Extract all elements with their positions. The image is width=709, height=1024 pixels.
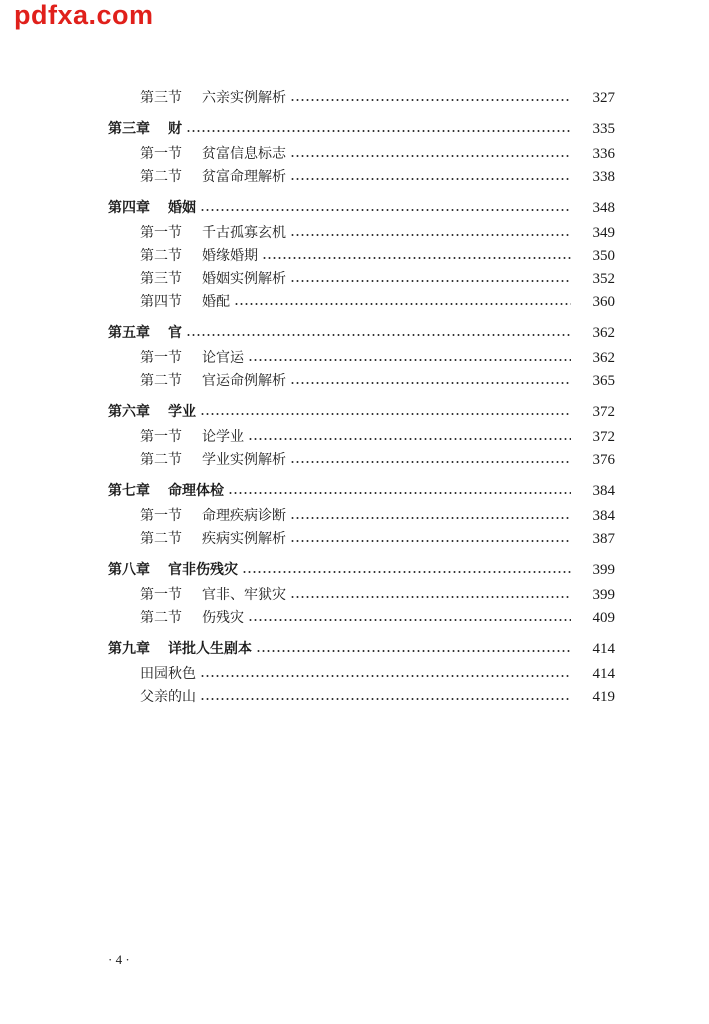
toc-chapter-entry[interactable] — [0, 322, 709, 344]
toc-entry-number: 第一节 — [140, 146, 182, 162]
dot-leader — [290, 155, 571, 157]
toc-entry-number: 第九章 — [108, 641, 150, 657]
toc-page-number: 352 — [592, 271, 615, 287]
toc-page-number: 419 — [592, 689, 615, 705]
toc-entry-title: 官运命例解析 — [202, 373, 286, 389]
toc-entry-label — [140, 607, 244, 629]
toc-entry-title: 详批人生剧本 — [168, 641, 252, 657]
toc-page-number: 384 — [592, 508, 615, 524]
dot-leader — [186, 334, 571, 336]
toc-entry-number: 第一节 — [140, 587, 182, 603]
toc-chapter-entry[interactable] — [0, 480, 709, 502]
toc-page-number: 387 — [592, 531, 615, 547]
toc-section-entry[interactable] — [0, 347, 709, 369]
toc-chapter-entry[interactable] — [0, 559, 709, 581]
toc-entry-number: 第八章 — [108, 562, 150, 578]
toc-page-number: 349 — [592, 225, 615, 241]
toc-entry-label — [140, 245, 258, 267]
dot-leader — [200, 209, 571, 211]
toc-page-number: 362 — [592, 350, 615, 366]
toc-entry-title: 官 — [168, 325, 182, 341]
toc-section-entry[interactable] — [0, 426, 709, 448]
toc-entry-label — [108, 322, 182, 344]
dot-leader — [200, 698, 571, 700]
toc-entry-title: 婚配 — [202, 294, 230, 310]
dot-leader — [290, 382, 571, 384]
toc-entry-title: 婚缘婚期 — [202, 248, 258, 264]
toc-entry-title: 六亲实例解析 — [202, 90, 286, 106]
toc-entry-label — [140, 505, 286, 527]
toc-entry-label — [140, 222, 286, 244]
toc-entry-label — [140, 347, 244, 369]
toc-chapter-entry[interactable] — [0, 197, 709, 219]
dot-leader — [290, 99, 571, 101]
toc-page-number: 414 — [592, 641, 615, 657]
toc-entry-label — [140, 87, 286, 109]
toc-entry-label — [140, 449, 286, 471]
toc-entry-number: 第四节 — [140, 294, 182, 310]
toc-entry-title: 千古孤寡玄机 — [202, 225, 286, 241]
toc-entry-title: 贫富命理解析 — [202, 169, 286, 185]
toc-entry-label — [108, 197, 196, 219]
toc-section-entry[interactable] — [0, 607, 709, 629]
toc-entry-label — [140, 584, 286, 606]
toc-entry-label — [140, 166, 286, 188]
toc-entry-number: 第一节 — [140, 508, 182, 524]
toc-entry-number: 第二节 — [140, 610, 182, 626]
toc-section-entry[interactable] — [0, 87, 709, 109]
toc-entry-title: 父亲的山 — [140, 689, 196, 705]
dot-leader — [262, 257, 571, 259]
toc-entry-label — [140, 528, 286, 550]
toc-section-entry[interactable] — [0, 449, 709, 471]
toc-entry-label — [140, 663, 196, 685]
toc-section-entry[interactable] — [0, 370, 709, 392]
toc-section-entry[interactable] — [0, 663, 709, 685]
toc-page-number: 365 — [592, 373, 615, 389]
toc-entry-number: 第三节 — [140, 90, 182, 106]
dot-leader — [228, 492, 571, 494]
toc-entry-number: 第六章 — [108, 404, 150, 420]
toc-entry-label — [108, 638, 252, 660]
toc-entry-title: 婚姻实例解析 — [202, 271, 286, 287]
toc-entry-label — [108, 480, 224, 502]
toc-entry-number: 第三章 — [108, 121, 150, 137]
toc-section-entry[interactable] — [0, 584, 709, 606]
toc-page-number: 335 — [592, 121, 615, 137]
watermark-logo: pdfxa.com — [14, 0, 154, 30]
dot-leader — [290, 178, 571, 180]
toc-page-number: 338 — [592, 169, 615, 185]
toc-entry-number: 第二节 — [140, 373, 182, 389]
toc-section-entry[interactable] — [0, 268, 709, 290]
toc-page-number: 399 — [592, 562, 615, 578]
dot-leader — [290, 596, 571, 598]
toc-entry-label — [108, 559, 238, 581]
toc-entry-title: 财 — [168, 121, 182, 137]
toc-page-number: 409 — [592, 610, 615, 626]
toc-chapter-entry[interactable] — [0, 638, 709, 660]
toc-page-number: 414 — [592, 666, 615, 682]
dot-leader — [200, 675, 571, 677]
toc-entry-label — [108, 118, 182, 140]
page-number-footer: · 4 · — [108, 952, 130, 967]
toc-entry-label — [140, 370, 286, 392]
toc-entry-number: 第一节 — [140, 429, 182, 445]
toc-page-number: 384 — [592, 483, 615, 499]
dot-leader — [290, 234, 571, 236]
toc-page-number: 350 — [592, 248, 615, 264]
toc-section-entry[interactable] — [0, 245, 709, 267]
toc-entry-number: 第二节 — [140, 248, 182, 264]
toc-entry-title: 伤残灾 — [202, 610, 244, 626]
toc-entry-title: 官非、牢狱灾 — [202, 587, 286, 603]
toc-entry-number: 第一节 — [140, 225, 182, 241]
toc-entry-title: 疾病实例解析 — [202, 531, 286, 547]
toc-entry-title: 贫富信息标志 — [202, 146, 286, 162]
toc-entry-number: 第三节 — [140, 271, 182, 287]
dot-leader — [248, 619, 571, 621]
toc-entry-title: 命理疾病诊断 — [202, 508, 286, 524]
toc-entry-label — [108, 401, 196, 423]
toc-page-number: 362 — [592, 325, 615, 341]
dot-leader — [290, 280, 571, 282]
toc-section-entry[interactable] — [0, 528, 709, 550]
toc-page-number: 376 — [592, 452, 615, 468]
toc-entry-number: 第四章 — [108, 200, 150, 216]
toc-page-number: 372 — [592, 404, 615, 420]
toc-entry-number: 第七章 — [108, 483, 150, 499]
toc-entry-label — [140, 268, 286, 290]
toc-entry-number: 第五章 — [108, 325, 150, 341]
toc-entry-title: 论官运 — [202, 350, 244, 366]
toc-page-number: 372 — [592, 429, 615, 445]
dot-leader — [186, 130, 571, 132]
toc-entry-title: 学业 — [168, 404, 196, 420]
toc-entry-number: 第二节 — [140, 452, 182, 468]
dot-leader — [248, 359, 571, 361]
toc-page-number: 399 — [592, 587, 615, 603]
toc-page-number: 336 — [592, 146, 615, 162]
toc-page-number: 327 — [592, 90, 615, 106]
dot-leader — [200, 413, 571, 415]
toc-entry-title: 田园秋色 — [140, 666, 196, 682]
dot-leader — [290, 517, 571, 519]
toc-section-entry[interactable] — [0, 686, 709, 708]
dot-leader — [234, 303, 571, 305]
toc-entry-label — [140, 686, 196, 708]
toc-chapter-entry[interactable] — [0, 118, 709, 140]
toc-page-number: 360 — [592, 294, 615, 310]
toc-page-number: 348 — [592, 200, 615, 216]
toc-entry-label — [140, 426, 244, 448]
toc-entry-title: 学业实例解析 — [202, 452, 286, 468]
toc-entry-title: 命理体检 — [168, 483, 224, 499]
toc-chapter-entry[interactable] — [0, 401, 709, 423]
toc-entry-title: 婚姻 — [168, 200, 196, 216]
toc-entry-number: 第一节 — [140, 350, 182, 366]
toc-entry-title: 论学业 — [202, 429, 244, 445]
dot-leader — [290, 540, 571, 542]
dot-leader — [256, 650, 571, 652]
toc-section-entry[interactable] — [0, 222, 709, 244]
toc-entry-number: 第二节 — [140, 169, 182, 185]
toc-entry-label — [140, 143, 286, 165]
toc-entry-title: 官非伤残灾 — [168, 562, 238, 578]
dot-leader — [242, 571, 571, 573]
toc-entry-number: 第二节 — [140, 531, 182, 547]
toc-section-entry[interactable] — [0, 143, 709, 165]
dot-leader — [290, 461, 571, 463]
toc-entry-label — [140, 291, 230, 313]
toc-section-entry[interactable] — [0, 505, 709, 527]
dot-leader — [248, 438, 571, 440]
toc-section-entry[interactable] — [0, 166, 709, 188]
toc-section-entry[interactable] — [0, 291, 709, 313]
